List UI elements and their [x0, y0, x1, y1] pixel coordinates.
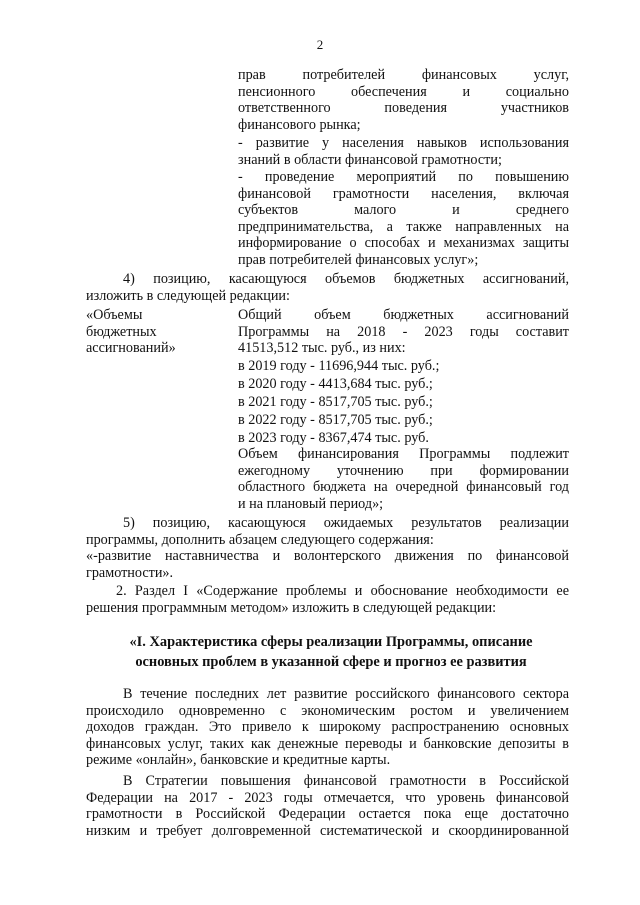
budget-label	[86, 307, 236, 357]
text-line: Общий объем бюджетных ассигнований	[238, 307, 569, 323]
year-amount: в 2020 году - 4413,684 тыс. руб.;	[238, 376, 433, 392]
text-line: 4) позицию, касающуюся объемов бюджетных ассигнований,	[123, 271, 569, 287]
text-line: и на плановый период»;	[238, 495, 384, 512]
text-line: низким и требует долговременной систематической и скоординированной	[86, 822, 569, 839]
page-number: 2	[316, 37, 324, 52]
text-line: изложить в следующей редакции:	[86, 287, 290, 304]
item-5	[86, 515, 569, 581]
text-line: знаний в области финансовой грамотности;	[238, 151, 502, 168]
skills-item	[238, 135, 569, 168]
heading-line: основных проблем в указанной сфере и прогноз ее развития	[135, 654, 527, 670]
section-2	[86, 583, 569, 616]
text-line: Объем финансирования Программы подлежит	[238, 446, 569, 462]
text-line: 41513,512 тыс. руб., из них:	[238, 340, 406, 357]
text-line: финансового рынка;	[238, 116, 361, 133]
events-item	[238, 169, 569, 269]
text-line: пенсионного обеспечения и социально	[238, 83, 569, 100]
text-line: финансовой грамотности населения, включая	[238, 185, 569, 202]
text-line: доходов граждан. Это привело к широкому распространению основных	[86, 719, 569, 736]
year-amount: в 2023 году - 8367,474 тыс. руб.	[238, 430, 429, 446]
text-line: 2. Раздел I «Содержание проблемы и обоснование необходимости ее	[116, 583, 569, 599]
text-line: областного бюджета на очередной финансовый год	[238, 479, 569, 496]
text-line: субъектов малого и среднего	[238, 202, 569, 219]
text-line: бюджетных	[86, 323, 157, 340]
year-amount: в 2021 году - 8517,705 тыс. руб.;	[238, 394, 433, 410]
item-4	[86, 271, 569, 304]
budget-years	[238, 357, 569, 447]
text-line: В Стратегии повышения финансовой грамотности в Российской	[123, 773, 569, 789]
text-line: финансовых услуг, таких как денежные переводы и банковские депозиты в	[86, 735, 569, 752]
text-line: Программы на 2018 - 2023 годы составит	[238, 323, 569, 340]
year-amount: в 2019 году - 11696,944 тыс. руб.;	[238, 358, 440, 374]
text-line: предпринимательства, а также направленных на	[238, 218, 569, 235]
text-line: Федерации на 2017 - 2023 годы отмечается, что уровень финансовой	[86, 789, 569, 806]
text-line: грамотности».	[86, 564, 174, 581]
year-amount: в 2022 году - 8517,705 тыс. руб.;	[238, 412, 433, 428]
text-line: - проведение мероприятий по повышению	[238, 169, 569, 185]
text-line: информирование о способах и механизмах защиты	[238, 235, 569, 252]
text-line: происходило одновременно с экономическим ростом и увеличением	[86, 702, 569, 719]
heading-line: «I. Характеристика сферы реализации Программы, описание	[129, 634, 533, 650]
text-line: «Объемы	[86, 307, 143, 323]
text-line: 5) позицию, касающуюся ожидаемых результатов реализации	[123, 515, 569, 531]
text-line: «-развитие наставничества и волонтерского движения по финансовой	[86, 548, 569, 565]
paragraph-2	[86, 773, 569, 839]
paragraph-1	[86, 686, 569, 769]
text-line: грамотности в Российской Федерации остается пока еще достаточно	[86, 806, 569, 823]
text-line: В течение последних лет развитие российского финансового сектора	[123, 686, 569, 702]
text-line: прав потребителей финансовых услуг»;	[238, 251, 479, 268]
text-line: ассигнований»	[86, 340, 176, 357]
budget-total	[238, 307, 569, 357]
text-line: прав потребителей финансовых услуг,	[238, 67, 569, 83]
text-line: - развитие у населения навыков использования	[238, 135, 569, 151]
budget-note	[238, 446, 569, 512]
text-line: режиме «онлайн», банковские и кредитные карты.	[86, 752, 391, 769]
text-line: решения программным методом» изложить в следующей редакции:	[86, 599, 497, 616]
text-line: ежегодному уточнению при формировании	[238, 462, 569, 479]
section-heading	[86, 632, 576, 672]
text-line: программы, дополнить абзацем следующего содержания:	[86, 531, 434, 548]
rights-block	[238, 67, 569, 133]
text-line: ответственного поведения участников	[238, 100, 569, 117]
